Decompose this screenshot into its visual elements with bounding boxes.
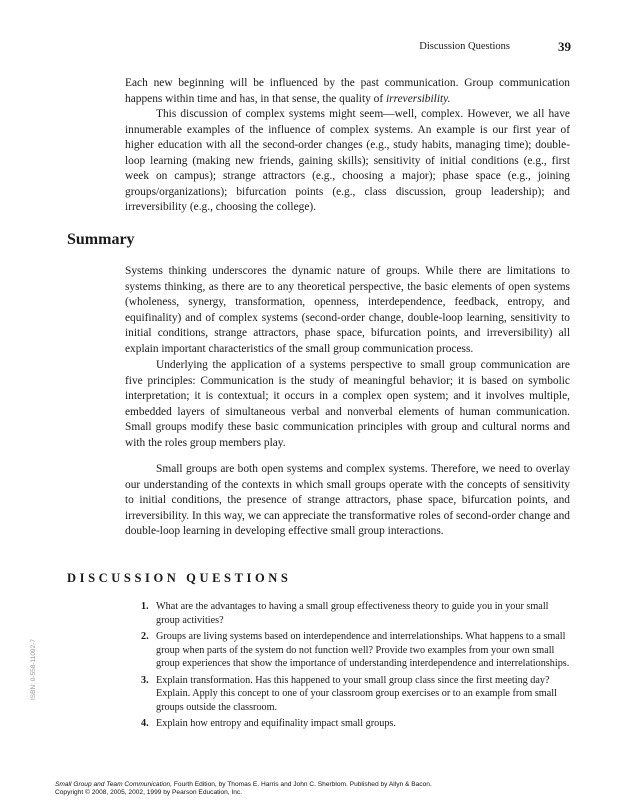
footer-line-2: Copyright © 2008, 2005, 2002, 1999 by Pearson Education, Inc. [55,789,243,796]
running-head [0,41,617,57]
question-text: Groups are living systems based on interdependence and interrelationships. What happens to a small group when parts of the system do not function well? Provide two examples from your own small group experiences that show the importance of understanding interdependence and interrelationships. [156,631,570,669]
question-text: Explain how entropy and equifinality impact small groups. [156,718,396,729]
question-number: 4. [141,718,149,729]
question-text: Explain transformation. Has this happened to your small group class since the first meeting day? Explain. Apply this concept to one of your classroom group exercises or to an example from small groups outside the classroom. [156,674,557,713]
side-isbn: ISBN: 0-558-11092-7 [30,639,37,700]
question-text: What are the advantages to having a small group effectiveness theory to guide you in your small group activities? [156,601,549,626]
question-number: 1. [141,601,149,612]
question-4 [141,717,571,731]
summary-paragraph-2: Underlying the application of a systems perspective to small group communication are five principles: Communication is the study of meaningful behavior; it is based on symbolic interpretation; it is contextual; it occurs in a complex open system; and it involves multiple, embedded layers of simultaneous verbal and nonverbal elements of human communication. Small groups modify these basic communication principles with group and cultural norms and with the roles group members play. [125,359,570,449]
question-2 [141,630,571,671]
page-number: 39 [558,39,571,54]
question-number: 3. [141,674,149,686]
intro-paragraph-2: This discussion of complex systems might seem—well, complex. However, we all have innumerable examples of the influence of complex systems. An example is our first year of higher education with all the second-order changes (e.g., study habits, managing time); double-loop learning (making new friends, gaining skills); sensitivity of initial conditions (e.g., first week on campus); strange attractors (e.g., choosing a major); phase space (e.g., joining groups/organizations); bifurcation points (e.g., class discussion, group leadership); and irreversibility (e.g., choosing the college). [125,108,570,213]
question-number: 2. [141,631,149,642]
summary-paragraph-3: Small groups are both open systems and complex systems. Therefore, we need to overlay our understanding of the contexts in which small groups operate with the concepts of sensitivity to initial conditions, the presence of strange attractors, phase space, bifurcation points, and irreversibility. In this way, we can appreciate the transformative roles of second-order change and double-loop learning in developing effective small group interactions. [125,463,570,537]
footer-line-1-rest: Fourth Edition, by Thomas E. Harris and John C. Sherblom. Published by Allyn & Bacon. [172,781,432,788]
discussion-question-list [141,600,571,734]
copyright-footer [55,781,432,797]
footer-book-title: Small Group and Team Communication, [55,781,173,788]
question-3 [141,674,571,715]
intro-paragraph-1 [125,76,570,107]
footer-line-1 [55,781,432,789]
running-head-title: Discussion Questions [419,41,510,52]
irreversibility-term: irreversibility. [385,92,451,105]
discussion-questions-heading: DISCUSSION QUESTIONS [67,571,292,585]
intro-paragraph-1-text: Each new beginning will be influenced by the past communication. Group communication happens within time and has, in that sense, the quality of [125,77,570,105]
summary-heading: Summary [67,231,135,248]
summary-paragraph-1: Systems thinking underscores the dynamic nature of groups. While there are limitations to systems thinking, as there are to any theoretical perspective, the basic elements of open systems (wholeness, synergy, transformation, openness, interdependence, feedback, entropy, and equifinality) and of complex systems (second-order change, double-loop learning, sensitivity to initial conditions, strange attractors, phase space, bifurcation points, and irreversibility) all explain important characteristics of the small group communication process. [125,265,570,355]
question-1 [141,600,571,627]
